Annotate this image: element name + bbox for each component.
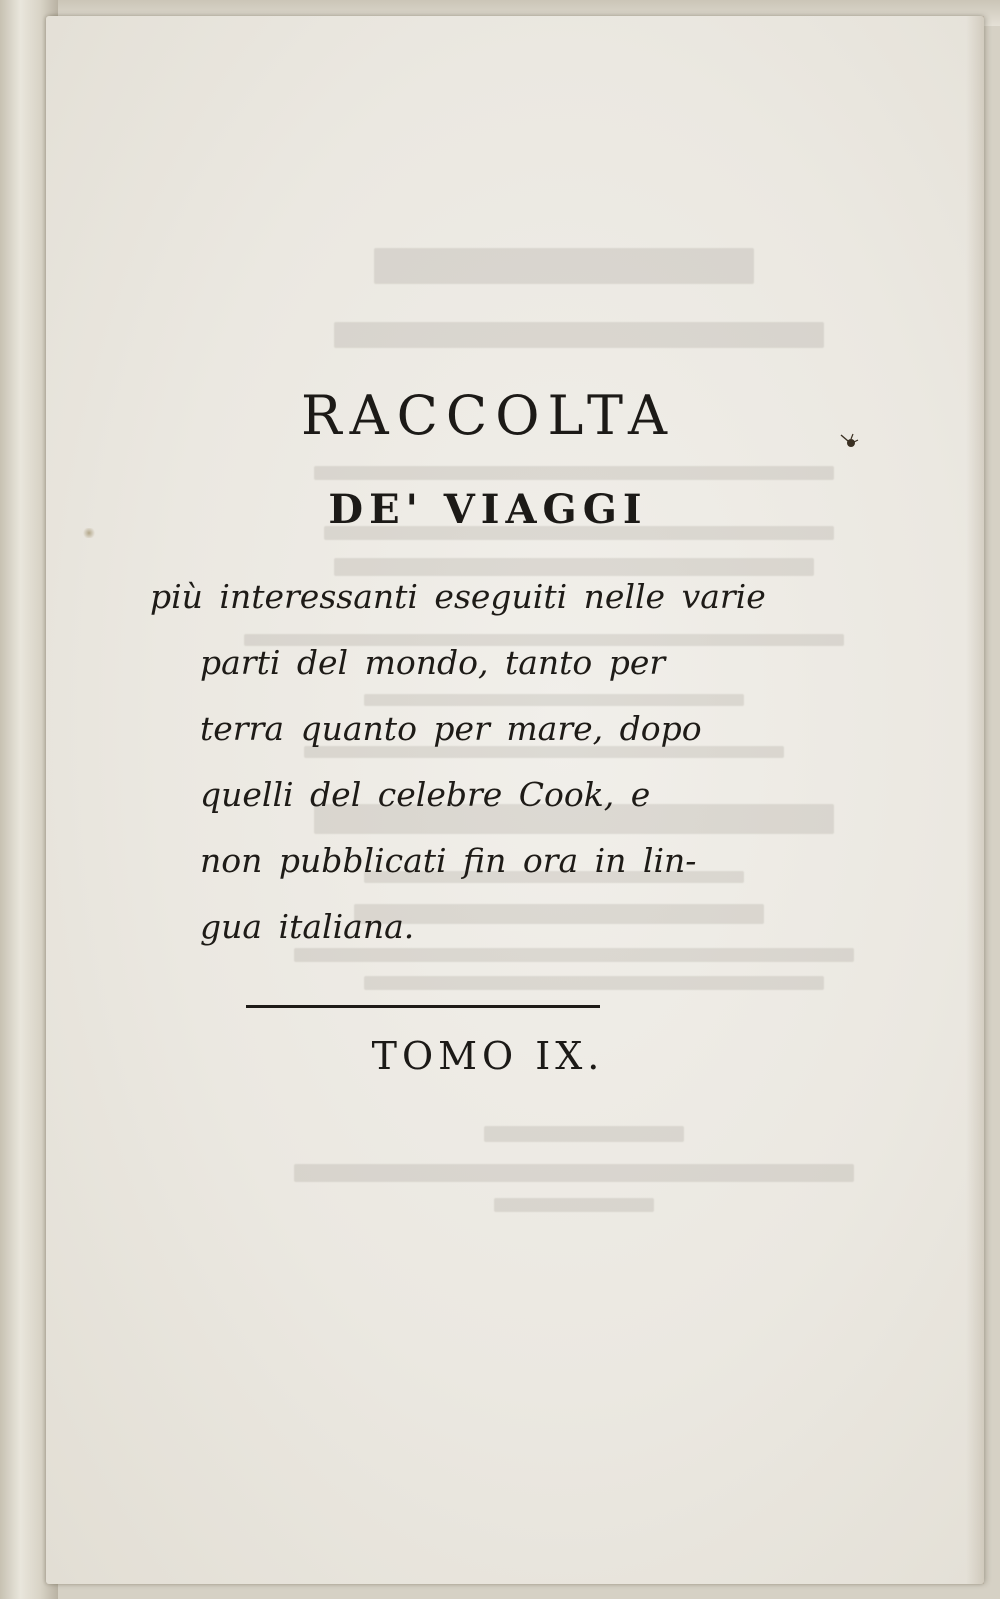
volume-number: TOMO IX. — [371, 1034, 605, 1078]
description-line: terra quanto per mare, dopo — [200, 709, 702, 748]
title-page — [46, 16, 984, 1584]
title-page-content — [46, 16, 984, 1584]
description-line: gua italiana. — [200, 907, 415, 946]
description-line: quelli del celebre Cook, e — [200, 775, 651, 814]
book-subtitle: DE' VIAGGI — [328, 486, 648, 533]
book-title: RACCOLTA — [300, 384, 676, 447]
horizontal-rule — [246, 1005, 600, 1008]
binding-mark — [82, 528, 96, 538]
description-line: più interessanti eseguiti nelle varie — [150, 577, 766, 616]
description-line: parti del mondo, tanto per — [200, 643, 666, 682]
description-line: non pubblicati fin ora in lin- — [200, 841, 697, 880]
ink-spot-icon — [839, 433, 859, 451]
description-block — [150, 564, 770, 960]
